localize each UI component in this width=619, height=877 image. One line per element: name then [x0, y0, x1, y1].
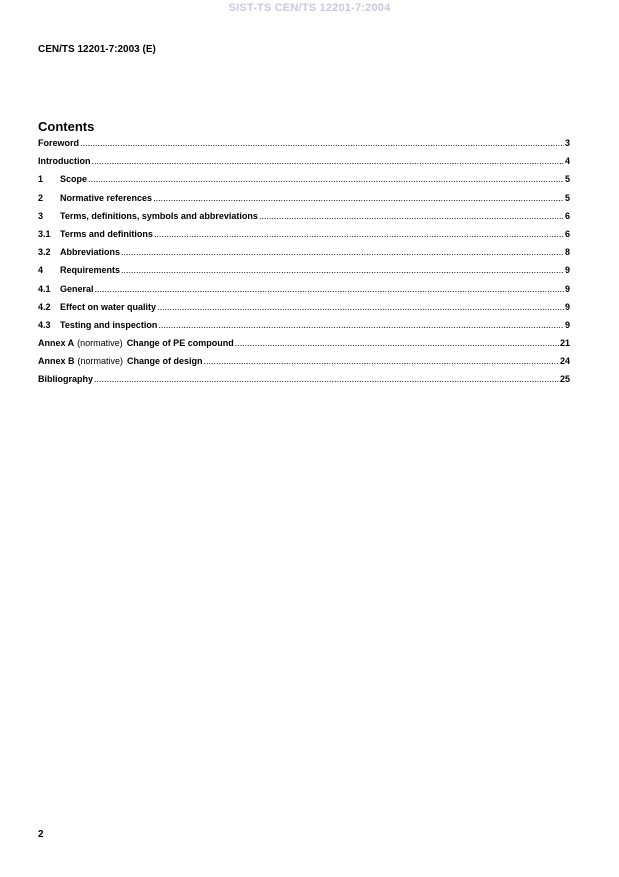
toc-entry-number: 1: [38, 174, 44, 185]
dot-leader: [121, 247, 564, 257]
toc-annex-qualifier: (normative): [77, 338, 123, 349]
toc-entry-page: 6: [564, 228, 570, 239]
watermark: SIST-TS CEN/TS 12201-7:2004: [228, 2, 391, 14]
toc-entry-page: 9: [564, 319, 570, 330]
toc-entry-terms-and-definitions[interactable]: [38, 229, 570, 247]
dot-leader: [121, 265, 564, 275]
toc-entry-title: Change of design: [127, 356, 203, 367]
toc-entry-page: 6: [564, 210, 570, 221]
toc-entry-page: 9: [564, 265, 570, 276]
toc-entry-title: Effect on water quality: [60, 301, 157, 312]
dot-leader: [94, 374, 559, 384]
toc-entry-annex-a[interactable]: [38, 338, 570, 356]
toc-entry-title: Terms, definitions, symbols and abbreviations: [60, 210, 258, 221]
dot-leader: [235, 338, 559, 348]
toc-entry-number: 4: [38, 265, 44, 276]
toc-entry-page: 4: [564, 156, 570, 167]
page-number: 2: [38, 829, 44, 840]
toc-entry-page: 8: [564, 247, 570, 258]
toc-entry-title: Foreword: [38, 138, 80, 148]
toc-entry-title: Requirements: [60, 265, 121, 276]
toc-entry-title: Normative references: [60, 192, 153, 203]
toc-entry-introduction[interactable]: [38, 156, 570, 174]
toc-entry-page: 9: [564, 283, 570, 294]
toc-entry-bibliography[interactable]: [38, 374, 570, 392]
dot-leader: [204, 356, 559, 366]
toc-entry-abbreviations[interactable]: [38, 247, 570, 265]
dot-leader: [153, 193, 564, 203]
toc-annex-label: Annex B: [38, 356, 75, 367]
toc-entry-title: Change of PE compound: [126, 338, 234, 349]
toc-entry-scope[interactable]: [38, 174, 570, 192]
toc-entry-title: Abbreviations: [60, 247, 121, 258]
toc-entry-effect-on-water-quality[interactable]: [38, 302, 570, 320]
toc-entry-page: 25: [559, 374, 570, 385]
document-id-header: CEN/TS 12201-7:2003 (E): [38, 44, 156, 55]
toc-entry-number: 2: [38, 192, 44, 203]
toc-entry-title: Terms and definitions: [60, 228, 153, 239]
toc-entry-page: 9: [564, 301, 570, 312]
toc-entry-foreword[interactable]: [38, 138, 570, 156]
toc-entry-page: 21: [559, 338, 570, 349]
dot-leader: [80, 138, 564, 148]
dot-leader: [92, 156, 564, 166]
toc-entry-page: 5: [564, 174, 570, 185]
toc-entry-general[interactable]: [38, 284, 570, 302]
toc-entry-page: 3: [564, 138, 570, 148]
toc-entry-title: Scope: [60, 174, 88, 185]
toc-entry-number: 4.3: [38, 319, 51, 330]
toc-annex-qualifier: (normative): [77, 356, 124, 367]
toc-entry-requirements[interactable]: [38, 265, 570, 283]
dot-leader: [259, 211, 564, 221]
toc-entry-normative-references[interactable]: [38, 193, 570, 211]
toc-entry-number: 3: [38, 210, 44, 221]
toc-entry-annex-b[interactable]: [38, 356, 570, 374]
toc-annex-label: Annex A: [38, 338, 75, 349]
dot-leader: [157, 302, 564, 312]
dot-leader: [88, 174, 564, 184]
toc-entry-title: General: [60, 283, 94, 294]
table-of-contents: [38, 138, 570, 393]
toc-entry-title: Bibliography: [38, 374, 94, 385]
toc-entry-title: Introduction: [38, 156, 91, 167]
dot-leader: [95, 284, 564, 294]
toc-entry-title: Testing and inspection: [60, 319, 158, 330]
toc-entry-page: 5: [564, 192, 570, 203]
toc-entry-number: 4.1: [38, 283, 51, 294]
toc-entry-testing-and-inspection[interactable]: [38, 320, 570, 338]
dot-leader: [158, 320, 564, 330]
toc-entry-number: 4.2: [38, 301, 51, 312]
toc-entry-page: 24: [559, 356, 570, 367]
toc-entry-terms-definitions[interactable]: [38, 211, 570, 229]
toc-entry-number: 3.1: [38, 228, 51, 239]
contents-heading: Contents: [38, 119, 95, 134]
dot-leader: [154, 229, 564, 239]
toc-entry-number: 3.2: [38, 247, 51, 258]
